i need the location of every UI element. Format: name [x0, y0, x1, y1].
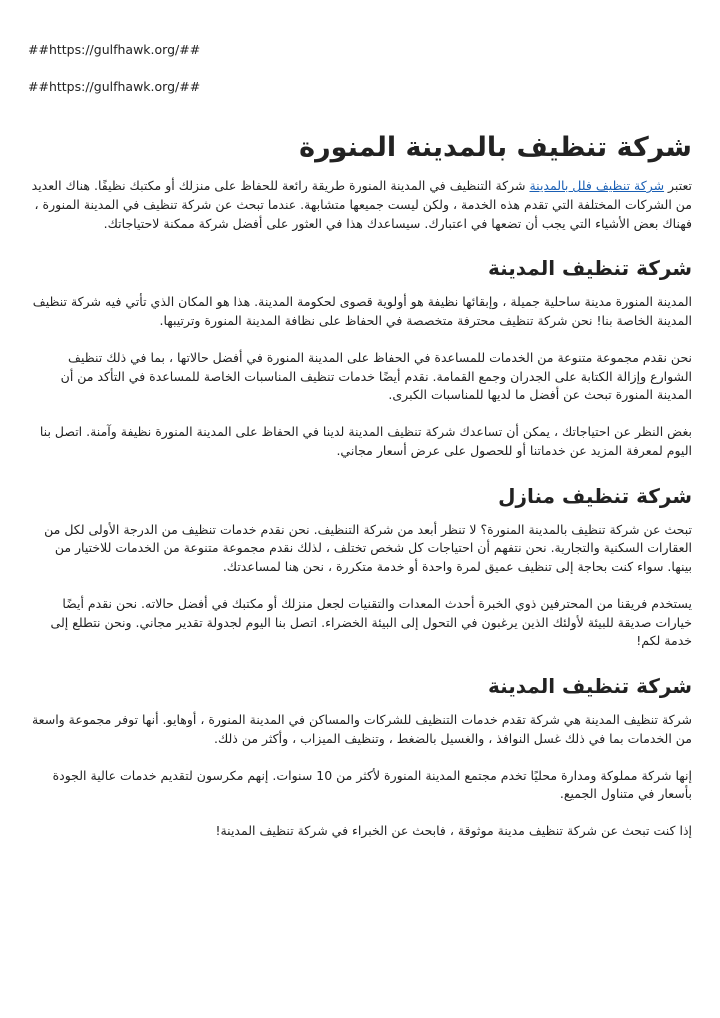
source-url-line: ##https://gulfhawk.org/##	[28, 79, 201, 94]
section-heading: شركة تنظيف المدينة	[487, 674, 692, 699]
section-heading: شركة تنظيف المدينة	[487, 256, 692, 281]
paragraph: نحن نقدم مجموعة متنوعة من الخدمات للمساعدة في الحفاظ على المدينة المنورة في أفضل حالاتها ، بما في ذلك تنظيف الشوارع وإزالة الكتابة على الجدران وجمع القمامة. نقدم أيضًا خدمات تنظيف المناسبات الخاصة للمساعدة في التأكد من أن المدينة المنورة تبحث عن أفضل ما لديها للمناسبات الكبرى.	[60, 349, 692, 403]
paragraph: إنها شركة مملوكة ومدارة محليًا تخدم مجتمع المدينة المنورة لأكثر من 10 سنوات. إنهم مكرسون لتقديم خدمات عالية الجودة بأسعار في متناول الجميع.	[52, 767, 692, 802]
paragraph: شركة تنظيف المدينة هي شركة تقدم خدمات التنظيف للشركات والمساكن في المدينة المنورة ، أوهايو. أنها توفر مجموعة واسعة من الخدمات بما في ذلك غسل النوافذ ، والغسيل بالضغط ، وتنظيف الميزاب ، وأكثر من ذلك.	[31, 712, 692, 746]
paragraph: المدينة المنورة مدينة ساحلية جميلة ، وإبقائها نظيفة هو أولوية قصوى لحكومة المدينة. هذا هو المكان الذي تأتي فيه شركة تنظيف المدينة الخاصة بنا! نحن شركة تنظيف محترفة متخصصة في الحفاظ على نظافة المدينة المنورة وترتيبها.	[32, 294, 692, 329]
intro-lead: تعتبر	[664, 178, 692, 194]
paragraph: يستخدم فريقنا من المحترفين ذوي الخبرة أحدث المعدات والتقنيات لجعل منزلك أو مكتبك في أفضل حالاته. نحن نقدم أيضًا خيارات صديقة للبيئة لأولئك الذين يرغبون في التحول إلى البيئة الخضراء. اتصل بنا اليوم لجدولة تقدير مجاني. ونحن نتطلع إلى خدمة لكم!	[50, 595, 692, 649]
article	[28, 130, 692, 841]
villa-cleaning-link[interactable]: شركة تنظيف فلل بالمدينة	[529, 178, 665, 194]
article-title: شركة تنظيف بالمدينة المنورة	[299, 132, 692, 163]
section-heading: شركة تنظيف منازل	[498, 483, 692, 508]
intro-text: شركة التنظيف في المدينة المنورة طريقة رائعة للحفاظ على منزلك أو مكتبك نظيفًا. هناك العديد من الشركات المختلفة التي تقدم هذه الخدمة ، ولكن ليست جميعها متشابهة. عندما تبحث عن شركة تنظيف في المدينة المنورة ، فهناك بعض الأشياء التي يجب أن تضعها في اعتبارك. سيساعدك هذا في العثور على أفضل شركة ممكنة لاحتياجاتك.	[31, 178, 692, 231]
paragraph: إذا كنت تبحث عن شركة تنظيف مدينة موثوقة ، فابحث عن الخبراء في شركة تنظيف المدينة!	[215, 823, 692, 839]
paragraph: بغض النظر عن احتياجاتك ، يمكن أن تساعدك شركة تنظيف المدينة لدينا في الحفاظ على المدينة المنورة نظيفة وآمنة. اتصل بنا اليوم لمعرفة المزيد عن خدماتنا أو للحصول على عرض أسعار مجاني.	[39, 424, 692, 458]
paragraph: تبحث عن شركة تنظيف بالمدينة المنورة؟ لا تنظر أبعد من شركة التنظيف. نحن نقدم خدمات تنظيف من الدرجة الأولى لكل من العقارات السكنية والتجارية. نحن نتفهم أن احتياجات كل شخص تختلف ، لذلك نقدم مجموعة متنوعة من الخدمات للاختيار من بينها. سواء كنت بحاجة إلى تنظيف عميق لمرة واحدة أو خدمة متكررة ، نحن هنا لمساعدتك.	[44, 521, 692, 575]
source-url-line: ##https://gulfhawk.org/##	[28, 42, 201, 57]
intro-paragraph	[28, 177, 692, 233]
